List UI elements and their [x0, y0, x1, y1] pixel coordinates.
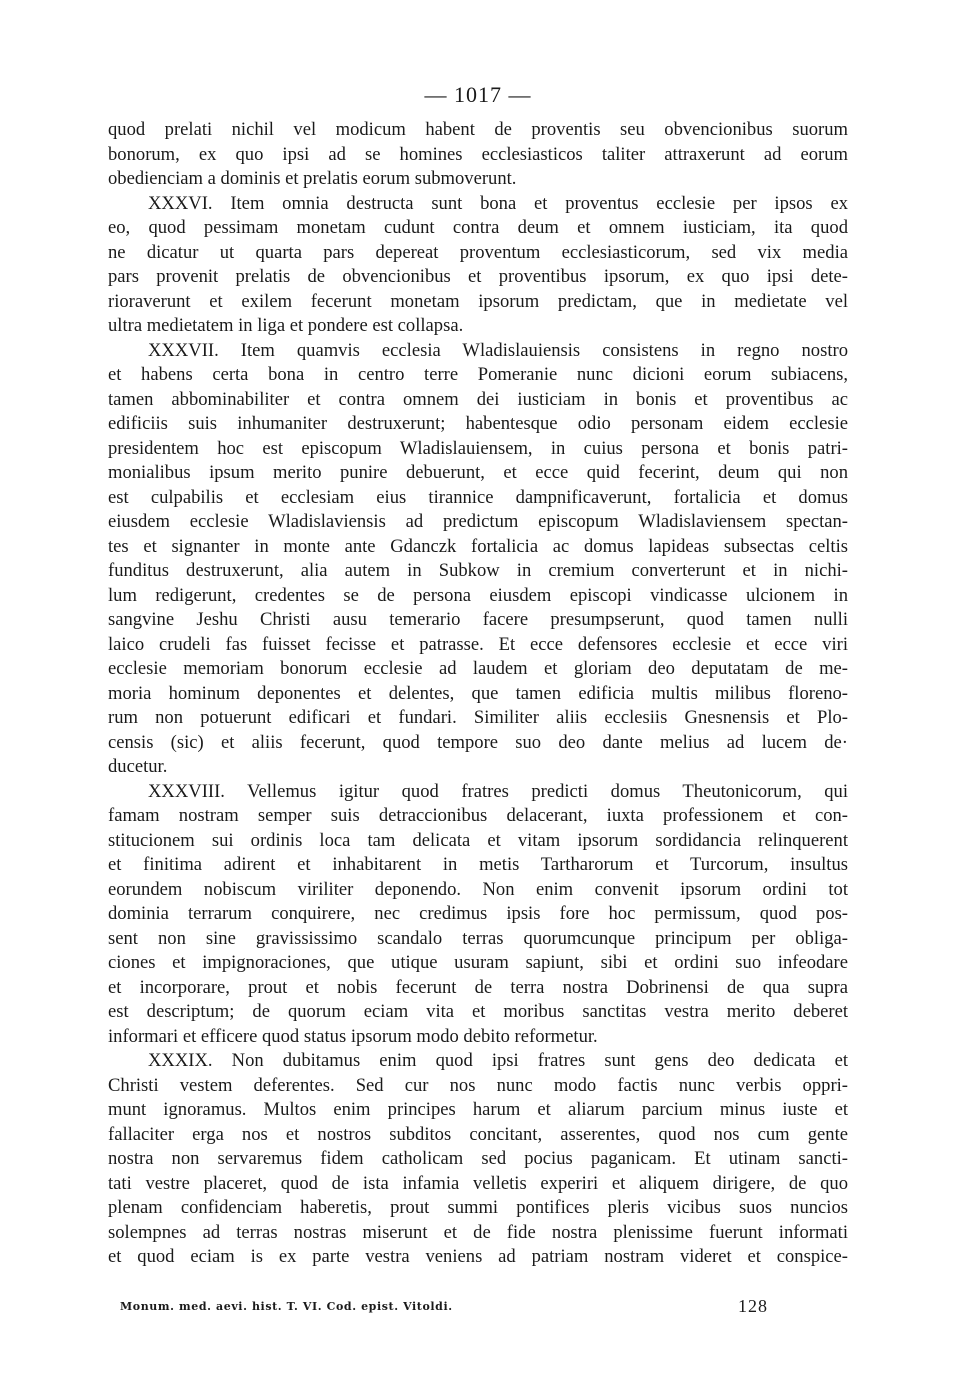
text-line: plenam confidenciam haberetis, prout summi pontifices pleris vicibus suos nuncios: [108, 1197, 848, 1218]
text-line: laico crudeli fas fuisset fecisse et patrasse. Et ecce defensores ecclesie et ecce viri: [108, 633, 848, 655]
text-line: quod prelati nichil vel modicum habent de proventis seu obvencionibus suorum: [108, 119, 848, 140]
text-line: sent non sine gravississimo scandalo terras quorumcunque principum per obliga-: [108, 927, 848, 949]
text-line: edificiis suis inhumaniter destruxerunt; habentesque odio personam eidem ecclesie: [108, 413, 848, 434]
text-line: eorundem nobiscum viriliter deponendo. Non enim convenit ipsorum ordini tot: [108, 878, 848, 900]
text-line: rioraverunt et exilem fecerunt monetam ipsorum predictam, que in medietate vel: [108, 290, 848, 312]
text-line: et quod eciam is ex parte vestra veniens ad patriam nostram videret et conspice-: [108, 1246, 848, 1267]
text-line: nostra non servaremus fidem catholicam sed pocius paganicam. Et utinam sancti-: [108, 1148, 848, 1169]
text-line: eo, quod pessimam monetam cudunt contra deum et omnem iusticiam, ita quod: [108, 217, 848, 238]
text-line: et finitima adirent et inhabitarent in metis Tartharorum et Turcorum, insultus: [108, 854, 848, 875]
text-line: rum non potuerunt edificari et fundari. Similiter aliis ecclesiis Gnesnensis et Plo-: [108, 707, 848, 728]
text-line: obedienciam a dominis et prelatis eorum submoverunt.: [108, 168, 517, 189]
page-footer: [108, 1296, 848, 1320]
text-line: censis (sic) et aliis fecerunt, quod tempore suo deo dante melius ad lucem de·: [108, 731, 848, 753]
text-line: tes et signanter in monte ante Gdanczk fortalicia ac domus lapideas subsectas celtis: [108, 535, 848, 557]
text-line: ciones et impignoraciones, que utique usuram sapiunt, sibi et ordini suo infeodare: [108, 952, 848, 973]
text-line: bonorum, ex quo ipsi ad se homines ecclesiasticos taliter attraxerunt ad eorum: [108, 143, 848, 165]
text-line: XXXVIII. Vellemus igitur quod fratres predicti domus Theutonicorum, qui: [148, 780, 848, 802]
text-line: dominia terrarum conquirere, nec credimus ipsis fore hoc permissum, quod pos-: [108, 903, 848, 924]
text-line: est culpabilis et ecclesiam eius tirannice dampnificaverunt, fortalicia et domus: [108, 486, 848, 508]
text-line: informari et efficere quod status ipsorum modo debito reformetur.: [108, 1025, 598, 1047]
page-number: — 1017 —: [424, 82, 532, 107]
text-line: sangvine Jeshu Christi ausu temerario facere presumpserunt, quod tamen nulli: [108, 609, 848, 630]
footer-signature: Monum. med. aevi. hist. T. VI. Cod. epist. Vitoldi.: [120, 1300, 453, 1313]
text-line: ultra medietatem in liga et pondere est collapsa.: [108, 315, 464, 336]
text-line: est descriptum; de quorum eciam vita et moribus sanctitas vestra merito deberet: [108, 1001, 848, 1022]
text-line: tamen abbominabiliter et contra omnem dei iusticiam in bonis et proventibus ac: [108, 388, 848, 410]
text-line: solempnes ad terras nostras miserunt et de fide nostra plenissime fuerunt informati: [108, 1221, 848, 1243]
text-line: pars provenit prelatis de obvencionibus et proventibus ipsorum, ex quo ipsi dete-: [108, 266, 848, 287]
text-line: moria hominum deponentes et delentes, que tamen edificia multis milibus floreno-: [108, 682, 848, 704]
text-line: fallaciter erga nos et nostros subditos concitant, asserentes, quod nos cum gente: [108, 1123, 848, 1145]
text-line: ecclesie memoriam bonorum ecclesie ad laudem et gloriam deo deputatam de me-: [108, 658, 848, 679]
footer-sheet-number: 128: [738, 1296, 768, 1316]
text-line: XXXVII. Item quamvis ecclesia Wladislauiensis consistens in regno nostro: [148, 339, 848, 361]
text-line: munt ignoramus. Multos enim principes harum et aliarum parcium minus iuste et: [108, 1099, 848, 1120]
text-line: et habens certa bona in centro terre Pomeranie nunc dicioni eorum subiacens,: [108, 364, 848, 385]
text-line: lum redigerunt, credentes se de persona eiusdem episcopi vindicasse ulcionem in: [108, 584, 848, 606]
text-line: eiusdem ecclesie Wladislaviensis ad predictum episcopum Wladislaviensem spectan-: [108, 511, 848, 532]
text-line: funditus destruxerunt, alia autem in Subkow in cremium converterunt et in nichi-: [108, 560, 848, 581]
text-line: stitucionem sui ordinis loca tam delicata et vitam ipsorum sordidancia relinquerent: [108, 829, 848, 851]
text-line: XXXVI. Item omnia destructa sunt bona et proventus ecclesie per ipsos ex: [148, 192, 848, 214]
text-line: famam nostram semper suis detraccionibus delacerant, iuxta professionem et con-: [108, 805, 848, 826]
text-line: Christi vestem deferentes. Sed cur nos nunc modo factis nunc verbis oppri-: [108, 1074, 848, 1096]
text-line: et incorporare, prout et nobis fecerunt de terra nostra Dobrinensi de qua supra: [108, 976, 848, 998]
text-line: monialibus ipsum merito punire debuerunt, et ecce quid fecerint, deum qui non: [108, 462, 848, 483]
text-line: ducetur.: [108, 756, 168, 777]
text-line: tati vestre placeret, quod de ista infamia velletis experiri et aliquem dirigere, de quo: [108, 1172, 848, 1194]
text-line: presidentem hoc est episcopum Wladislauiensem, in cuius persona et bonis patri-: [108, 437, 848, 459]
text-line: ne dicatur ut quarta pars depereat proventum ecclesiasticorum, sed vix media: [108, 241, 848, 263]
body-text: [108, 118, 848, 1270]
text-line: XXXIX. Non dubitamus enim quod ipsi fratres sunt gens deo dedicata et: [148, 1050, 848, 1071]
document-page: [108, 78, 848, 1270]
